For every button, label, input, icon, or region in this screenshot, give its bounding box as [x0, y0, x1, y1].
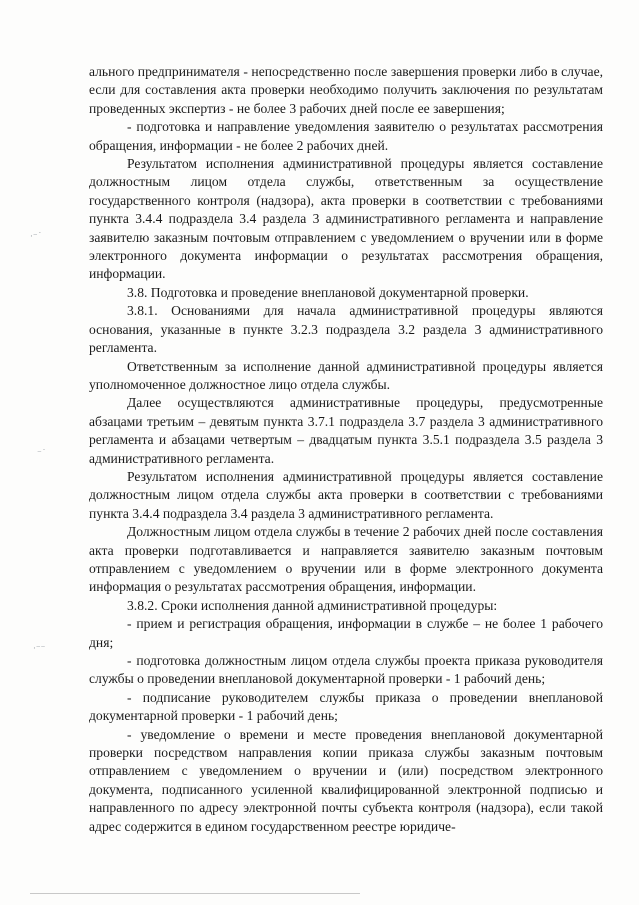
- paragraph: 3.8.2. Сроки исполнения данной административной процедуры:: [127, 597, 498, 613]
- paragraph: Должностным лицом отдела службы в течение 2 рабочих дней после составления акта проверки подготавливается и направляется заявителю заказным почтовым отправлением с уведомлением о вручении или в форме электронного документа информация о результатах рассмотрения обращения, информации.: [89, 524, 603, 595]
- paragraph: Результатом исполнения административной процедуры является составление должностным лицом отдела службы акта проверки в соответствии с требованиями пункта 3.4.4 подраздела 3.4 раздела 3 административного регламента.: [89, 468, 603, 521]
- section-heading: 3.8. Подготовка и проведение внеплановой документарной проверки.: [127, 284, 529, 300]
- list-item: - подготовка должностным лицом отдела службы проекта приказа руководителя службы о проведении внеплановой документарной проверки - 1 рабочий день;: [89, 653, 603, 687]
- scan-margin-mark: ·⁻⁻: [33, 644, 46, 654]
- paragraph: 3.8.1. Основаниями для начала административной процедуры являются основания, указанные в пункте 3.2.3 подраздела 3.2 раздела 3 административного регламента.: [89, 303, 603, 356]
- paragraph: - подготовка и направление уведомления заявителю о результатах рассмотрения обращения, информации - не более 2 рабочих дней.: [89, 119, 603, 153]
- page-bottom-edge: [30, 893, 360, 894]
- paragraph: Ответственным за исполнение данной административной процедуры является уполномоченное должностное лицо отдела службы.: [89, 358, 603, 392]
- list-item: - подписание руководителем службы приказа о проведении внеплановой документарной проверки - 1 рабочий день;: [89, 689, 603, 724]
- document-body: [89, 63, 603, 836]
- paragraph: ального предпринимателя - непосредственно после завершения проверки либо в случае, если для составления акта проверки необходимо получить заключения по результатам проведенных экспертиз - не более 3 рабочих дней после ее завершения;: [89, 64, 603, 116]
- list-item: - прием и регистрация обращения, информации в службе – не более 1 рабочего дня;: [89, 616, 603, 650]
- list-item: - уведомление о времени и месте проведения внеплановой документарной проверки посредством направления копии приказа службы заказным почтовым отправлением с уведомлением о вручении и (или) посредством электронного документа, подписанного усиленной квалифицированной электронной подписью и направленного по адресу электронной почты субъекта контроля (надзора), если такой адрес содержится в едином государственном реестре юридиче-: [89, 726, 603, 834]
- paragraph: Результатом исполнения административной процедуры является составление должностным лицом отдела службы, ответственным за осуществление государственного контроля (надзора), акта проверки в соответствии с требованиями пункта 3.4.4 подраздела 3.4 раздела 3 административного регламента и направление заявителю заказным почтовым отправлением с уведомлением о вручении или в форме электронного документа информации о результатах рассмотрения обращения, информации.: [89, 156, 603, 282]
- scan-margin-mark: ·⁻˙: [30, 232, 43, 242]
- scan-margin-mark: ⁻˙: [37, 449, 47, 459]
- paragraph: Далее осуществляются административные процедуры, предусмотренные абзацами третьим – девятым пункта 3.7.1 подраздела 3.7 раздела 3 административного регламента и абзацами четвертым – двадцатым пункта 3.5.1 подраздела 3.5 раздела 3 административного регламента.: [89, 395, 603, 466]
